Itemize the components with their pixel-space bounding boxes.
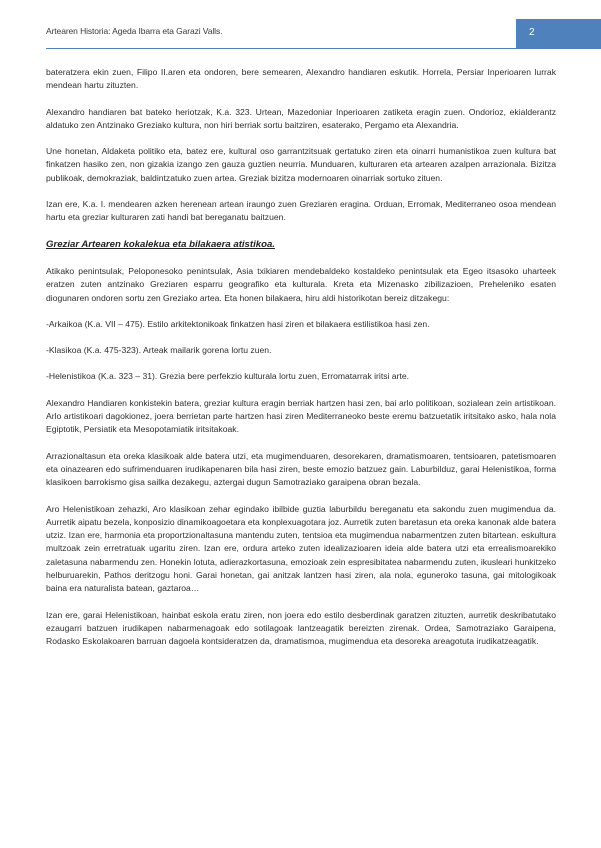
body-paragraph: Arrazionaltasun eta oreka klasikoak alde batera utzi, eta mugimenduaren, desorekaren, dramatismoaren, tentsioaren, patetismoaren eta oinazearen edo sufrimenduaren irudikapenaren bila hasi ziren, beste emozio batzuez gain. Laburbilduz, garai Helenistikoa, forma klasikoen barrokismo gisa sailka dezakegu, aztergai dugun Samotraziako garaipena obran bezala.: [46, 450, 556, 488]
page-number-badge: 2: [516, 19, 601, 49]
period-item-hellenistic: -Helenistikoa (K.a. 323 – 31). Grezia bere perfekzio kulturala lortu zuen, Erromatarrak iritsi arte.: [46, 371, 410, 382]
period-item-archaic: -Arkaikoa (K.a. VII – 475). Estilo arkitektonikoak finkatzen hasi ziren et bilakaera estilistikoa hasi zen.: [46, 318, 430, 329]
section-intro-paragraph: Atikako penintsulak, Peloponesoko penintsulak, Asia txikiaren mendebaldeko kostaldeko penintsulak eta Egeo itsasoko uharteek eratzen zuten antzinako Greziaren esparru geografiko eta kulturala. Kreta eta Mizenasko zibilizazioen, Preheleniko esaten diogunaren ondoren sortu zen Greziako artea. Eta honen bilakaera, hiru aldi historikotan bereiz ditzakegu:: [46, 265, 556, 303]
document-header-title: Artearen Historia: Ageda Ibarra eta Garazi Valls.: [46, 26, 223, 36]
body-paragraph: Aro Helenistikoan zehazki, Aro klasikoan zehar egindako ibilbide guztia laburbildu bereganatu eta sakondu zuen mugimendua da. Aurretik aipatu bezela, konposizio dinamikoagoetara eta konplexuagotara joz. Aurretik zuten baretasun eta oreka kanonak alde batera utziz. Izan ere, harmonia eta proportzionaltasuna mantendu zuten, tentsioa eta mugimendua nabarmentzen zuten bitartean. eskultura multzoak zein erretratuak ugaritu ziren. Izan ere, ordura arteko zuten idealizazioaren ideia alde batera utzi eta errealismoarekiko zaletasuna nabarmendu zen. Honekin lotuta, adierazkortasuna, emozioak zein espresibitatea nabarmendu zuten, ikusleari hunkitzeko helburuarekin, Pathos deritzogu honi. Garai honetan, gai anitzak lantzen hasi ziren, ala nola, eguneroko tasuna, gai mitologikoak baina era naturalista batean, gaztaroa…: [46, 503, 556, 594]
body-paragraph: Izan ere, garai Helenistikoan, hainbat eskola eratu ziren, non joera edo estilo desberdinak garatzen zituzten, aurretik deskribatutako ezaugarri batzuen irudikapen nabarmenagoak edo sotilagoak lantzeagatik bereizten zirenak. Ordea, Samotraziako Garaipena, Rodasko Eskolakoaren barruan dagoela kontsideratzen da, dramatismoa, mugimendua eta desoreka areagotuta irudikatzeagatik.: [46, 609, 556, 647]
body-paragraph: Alexandro Handiaren konkistekin batera, greziar kultura eragin berriak hartzen hasi zen, bai arlo politikoan, sozialean zein artistikoan. Arlo artistikoari dagokionez, joera berrietan parte hartzen hasi ziren Mediterraneoko beste eremu batzuetatik iritsitako asko, hala nola Egiptotik, Persiatik eta Mesopotamiatik iritsitakoak.: [46, 397, 556, 435]
section-heading: Greziar Artearen kokalekua eta bilakaera atistikoa.: [46, 238, 275, 250]
body-paragraph: Une honetan, Aldaketa politiko eta, batez ere, kultural oso garrantzitsuak gertatuko ziren eta oinarri humanistikoa zuen kultura bat finkatzen hasiko zen, non gizakia izango zen gauza guztien neurria. Munduaren, kulturaren eta artearen azalpen arrazionala. Bizitza publikoak, demokraziak, baldintzatuko zuen artea. Greziak bizitza modernoaren oinarriak sortuko zituen.: [46, 146, 556, 183]
body-paragraph: bateratzera ekin zuen, Filipo II.aren eta ondoren, bere semearen, Alexandro handiaren eskutik. Horrela, Persiar Inperioaren lurrak mendean hartu zituzten.: [46, 67, 556, 91]
document-body: [46, 66, 556, 662]
body-paragraph: Alexandro handiaren bat bateko heriotzak, K.a. 323. Urtean, Mazedoniar Inperioaren zatiketa eragin zuen. Ondorioz, ekialderantz aldatuko zen Antzinako Greziako kultura, non hiri berriak sortu baitziren, esaterako, Pergamo eta Alexandria.: [46, 106, 556, 130]
header-divider: [46, 48, 516, 49]
body-paragraph: Izan ere, K.a. I. mendearen azken herenean artean iraungo zuen Greziaren eragina. Orduan, Erromak, Mediterraneo osoa mendean hartu eta greziar kulturaren zati handi bat bereganatu baitzuen.: [46, 199, 556, 223]
period-item-classical: -Klasikoa (K.a. 475-323). Arteak mailarik gorena lortu zuen.: [46, 345, 272, 356]
